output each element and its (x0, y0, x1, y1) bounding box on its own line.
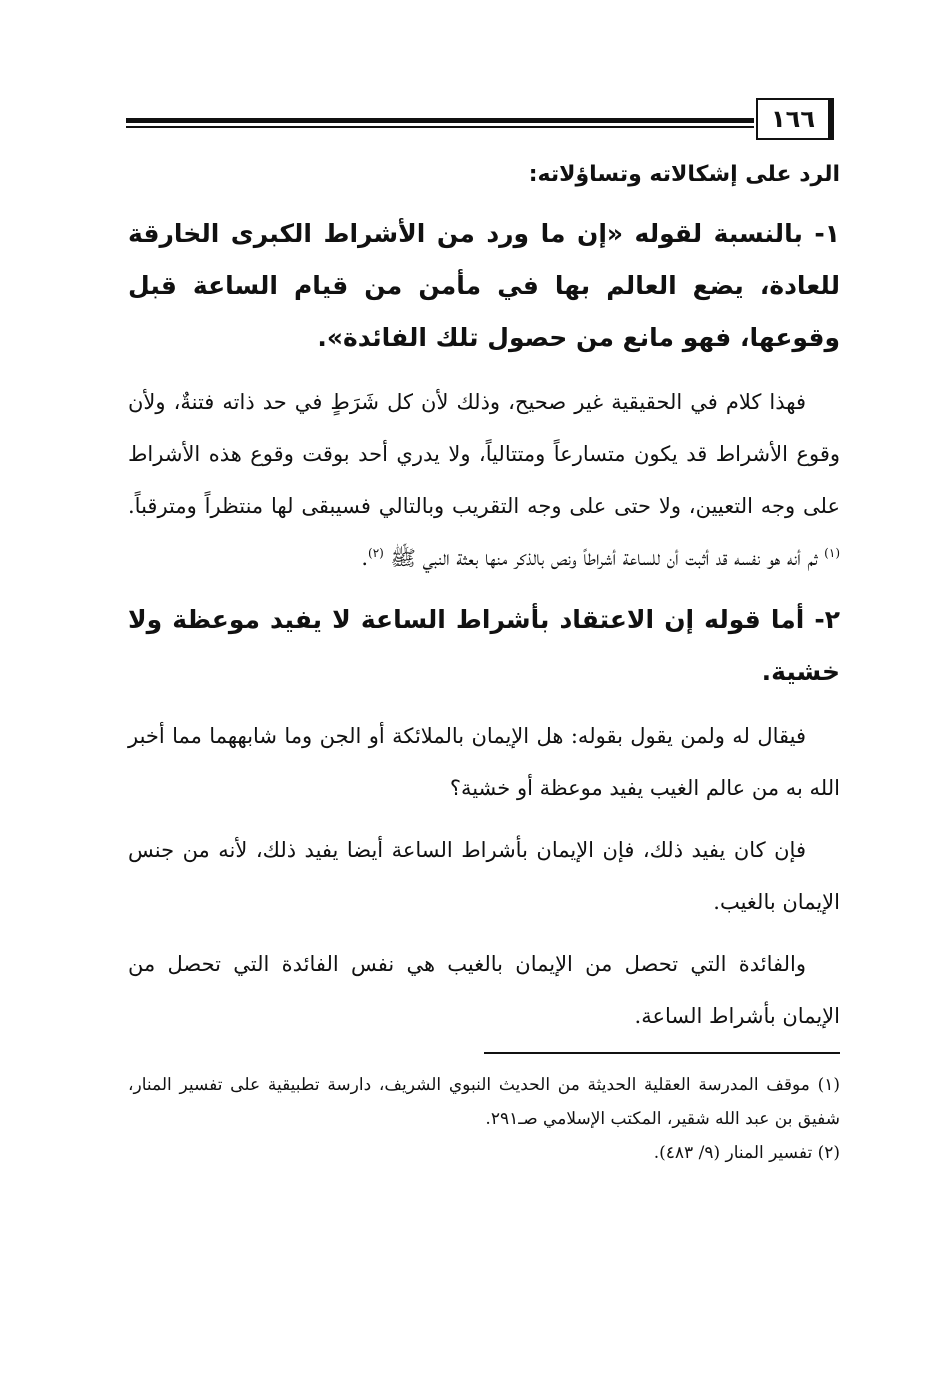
header-rule-thick (126, 118, 754, 123)
point-1-heading: ١- بالنسبة لقوله «إن ما ورد من الأشراط الكبرى الخارقة للعادة، يضع العالم بها في مأمن من قيام الساعة قبل وقوعها، فهو مانع من حصول تلك الفائدة». (128, 219, 840, 352)
header-rule (126, 118, 754, 128)
footnote-separator (484, 1052, 840, 1054)
point-2-paragraph-1: فيقال له ولمن يقول بقوله: هل الإيمان بالملائكة أو الجن وما شابههما مما أخبر الله به من عالم الغيب يفيد موعظة أو خشية؟ (128, 724, 840, 800)
section-title: الرد على إشكالاته وتساؤلاته: (528, 162, 840, 187)
footnote-ref-2[interactable]: (٢) (368, 546, 384, 560)
footnote-1: (١) موقف المدرسة العقلية الحديثة من الحديث النبوي الشريف، دارسة تطبيقية على تفسير المنار، شفيق بن عبد الله شقير، المكتب الإسلامي صـ٢٩١. (128, 1075, 840, 1129)
point-1-text-end: . (361, 546, 369, 570)
footnote-2: (٢) تفسير المنار (٩/ ٤٨٣). (653, 1143, 840, 1163)
page-number: ١٦٦ (756, 98, 834, 140)
point-1-text-cont: ثم أنه هو نفسه قد أثبت أن للساعة أشراطاً ونص بالذكر منها بعثة النبي ﷺ (390, 546, 825, 570)
page-body (128, 148, 840, 1170)
point-2-heading: ٢- أما قوله إن الاعتقاد بأشراط الساعة لا يفيد موعظة ولا خشية. (128, 605, 840, 686)
footnote-ref-1[interactable]: (١) (824, 546, 840, 560)
page-header (126, 98, 841, 144)
point-2-paragraph-3: والفائدة التي تحصل من الإيمان بالغيب هي نفس الفائدة التي تحصل من الإيمان بأشراط الساعة. (128, 952, 840, 1028)
point-1-paragraph (128, 376, 840, 584)
point-1-text: فهذا كلام في الحقيقية غير صحيح، وذلك لأن كل شَرَطٍ في حد ذاته فتنةٌ، ولأن وقوع الأشراط قد يكون متسارعاً ومتتالياً، ولا يدري أحد بوقت وقوع هذه الأشراط على وجه التعيين، ولا حتى على وجه التقريب وبالتالي فسيبقى لها منتظراً ومترقباً. (128, 390, 840, 518)
header-rule-thin (126, 126, 754, 128)
point-2-paragraph-2: فإن كان يفيد ذلك، فإن الإيمان بأشراط الساعة أيضا يفيد ذلك، لأنه من جنس الإيمان بالغيب. (128, 838, 840, 914)
